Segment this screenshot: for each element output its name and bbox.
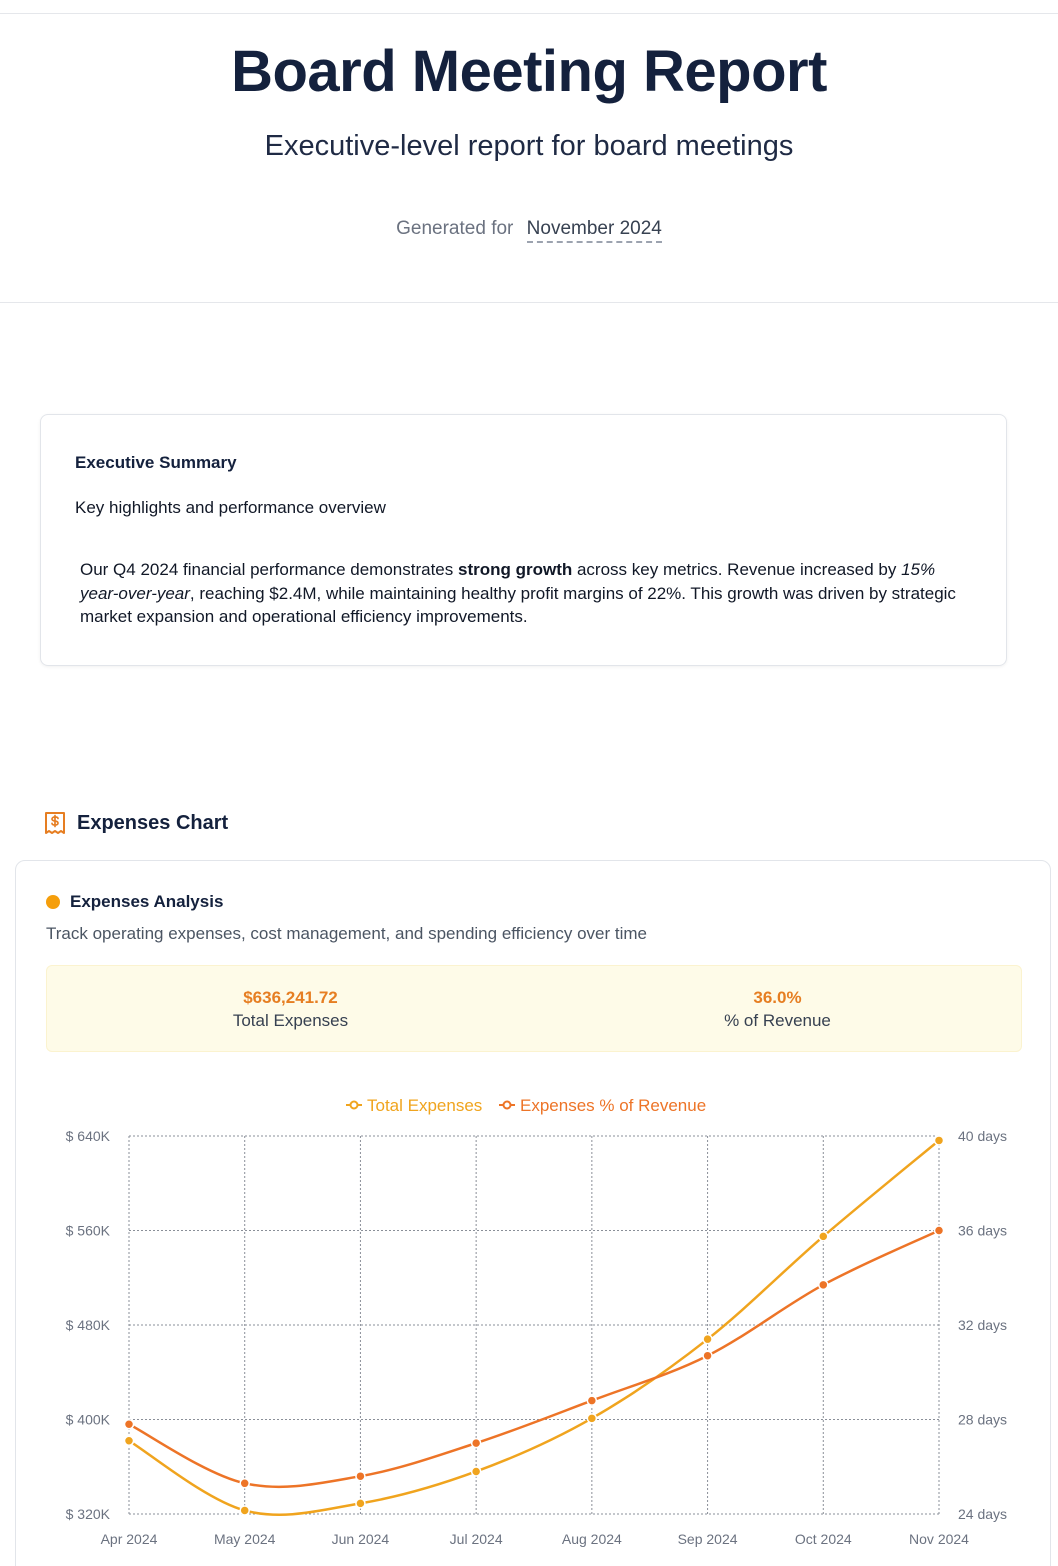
expenses-section-header [44, 810, 228, 836]
x-axis-tick-label: Oct 2024 [794, 1531, 852, 1547]
right-axis-tick-label: 32 days [958, 1317, 1008, 1333]
data-point-expenses-pct [356, 1472, 365, 1481]
expenses-line-chart [16, 861, 1052, 1566]
stat-total-value: $636,241.72 [243, 988, 338, 1007]
legend-total-expenses-swatch-dot [351, 1102, 358, 1109]
data-point-total-expenses [819, 1232, 828, 1241]
data-point-total-expenses [935, 1136, 944, 1145]
series-line-total-expenses [129, 1140, 939, 1514]
data-point-total-expenses [356, 1499, 365, 1508]
right-axis-tick-label: 40 days [958, 1128, 1008, 1144]
right-axis-tick-label: 24 days [958, 1506, 1008, 1522]
data-point-expenses-pct [587, 1396, 596, 1405]
executive-summary-card [40, 414, 1007, 666]
data-point-total-expenses [240, 1506, 249, 1515]
analysis-description: Track operating expenses, cost management, and spending efficiency over time [46, 924, 648, 943]
stat-total-label: Total Expenses [232, 1011, 349, 1030]
expenses-chart-card [15, 860, 1051, 1566]
right-axis-tick-label: 28 days [958, 1411, 1008, 1428]
data-point-expenses-pct [935, 1226, 944, 1235]
data-point-total-expenses [125, 1436, 134, 1445]
summary-subtitle: Key highlights and performance overview [75, 498, 386, 517]
page-title: Board Meeting Report [231, 39, 827, 104]
data-point-expenses-pct [703, 1351, 712, 1360]
left-axis-tick-label: $ 640K [65, 1128, 110, 1144]
report-header [0, 14, 1058, 303]
stat-pct-label: % of Revenue [724, 1011, 831, 1030]
summary-bold: strong growth [457, 560, 573, 579]
period-selector[interactable]: November 2024 [527, 218, 662, 243]
x-axis-tick-label: Aug 2024 [561, 1531, 622, 1547]
summary-body [80, 558, 960, 629]
summary-text-3: , reaching $2.4M, while maintaining healthy profit margins of 22%. This growth was driven by strategic market expansion and operational efficiency improvements. [80, 583, 956, 626]
data-point-expenses-pct [125, 1420, 134, 1429]
stat-pct-value: 36.0% [753, 988, 802, 1007]
x-axis-tick-label: May 2024 [213, 1531, 276, 1547]
data-point-total-expenses [703, 1335, 712, 1344]
legend-expenses-pct-swatch-dot [504, 1102, 511, 1109]
x-axis-tick-label: Apr 2024 [100, 1531, 158, 1547]
data-point-expenses-pct [819, 1280, 828, 1289]
x-axis-tick-label: Sep 2024 [677, 1531, 738, 1547]
page-subtitle: Executive-level report for board meetings [264, 130, 794, 162]
legend-expenses-pct-label: Expenses % of Revenue [520, 1096, 707, 1115]
receipt-dollar-icon [44, 811, 66, 835]
generated-label: Generated for [396, 218, 514, 239]
generated-line [0, 218, 1058, 243]
summary-text-1: Our Q4 2024 financial performance demonstrates [80, 560, 458, 579]
x-axis-tick-label: Jul 2024 [449, 1531, 503, 1547]
summary-title: Executive Summary [75, 453, 237, 472]
left-axis-tick-label: $ 320K [65, 1506, 110, 1522]
right-axis-tick-label: 36 days [958, 1222, 1008, 1239]
analysis-title-text: Expenses Analysis [70, 892, 224, 911]
summary-italic: 15% year-over-year [80, 560, 936, 603]
data-point-expenses-pct [240, 1479, 249, 1488]
x-axis-tick-label: Nov 2024 [909, 1531, 969, 1547]
section-title: Expenses Chart [77, 811, 229, 834]
legend-total-expenses-label: Total Expenses [367, 1096, 483, 1115]
left-axis-tick-label: $ 480K [65, 1317, 110, 1333]
x-axis-tick-label: Jun 2024 [331, 1531, 390, 1547]
left-axis-tick-label: $ 560K [65, 1222, 110, 1239]
left-axis-tick-label: $ 400K [65, 1411, 110, 1428]
data-point-total-expenses [587, 1414, 596, 1423]
data-point-total-expenses [472, 1467, 481, 1476]
data-point-expenses-pct [472, 1439, 481, 1448]
summary-text-2: across key metrics. Revenue increased by [572, 560, 902, 579]
